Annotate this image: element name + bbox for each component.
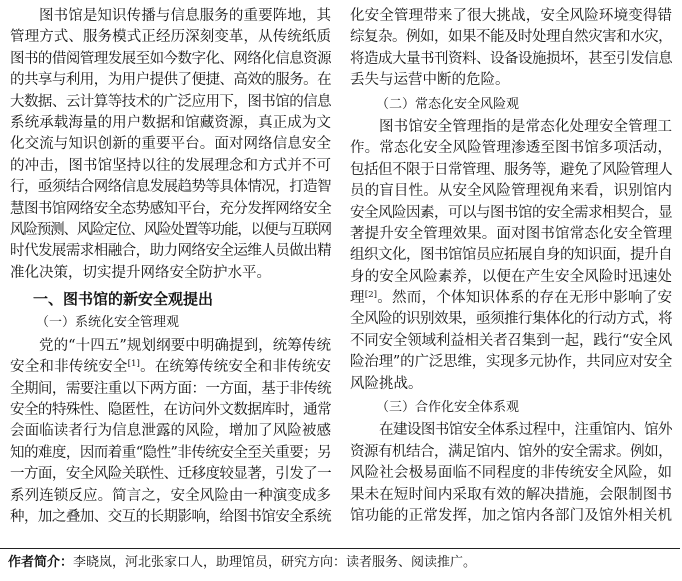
subsection-1-line: 党的“十四五”规划纲要中明确提到，统筹传统 bbox=[39, 337, 331, 354]
intro-line: 系统承载海量的用户数据和馆藏资源，真正成为文 bbox=[10, 114, 331, 131]
subsection-1-continued bbox=[350, 6, 672, 92]
intro-line: 行，亟须结合网络信息发展趋势等具体情况，打造智 bbox=[10, 179, 331, 196]
subsection-3-line: 馆功能的正常发挥，加之馆内各部门及馆外相关机 bbox=[350, 507, 672, 524]
subsection-2-line: 组织文化，图书馆馆员应拓展自身的知识面，提升自 bbox=[350, 247, 672, 264]
subsection-1-line: 丢失与运营中断的危险。 bbox=[350, 72, 510, 89]
intro-line: 时代发展需求相融合，助力网络安全运维人员做出精 bbox=[10, 243, 331, 260]
intro-line: 的共享与利用，为用户提供了便捷、高效的服务。在 bbox=[10, 72, 331, 89]
intro-line: 风险预测、风险定位、风险处置等功能，以便与互联网 bbox=[10, 221, 331, 238]
intro-line: 的冲击，图书馆坚持以往的发展理念和方式并不可 bbox=[10, 157, 331, 174]
text-segment: 。在统筹传统安全和非传统安 bbox=[139, 359, 332, 376]
author-note bbox=[8, 554, 668, 572]
intro-line: 化交流与知识创新的重要平台。面对网络信息安全 bbox=[10, 136, 331, 153]
author-note-text: 李晓岚，河北张家口人，助理馆员，研究方向：读者服务、阅读推广。 bbox=[73, 555, 477, 570]
subsection-3-line: 风险社会极易面临不同程度的非传统安全风险，如 bbox=[350, 465, 672, 482]
text-segment: 。然而，个体知识体系的存在无形中影响了安 bbox=[377, 290, 673, 307]
subsection-1-line: 化安全管理带来了很大挑战，安全风险环境变得错 bbox=[350, 8, 672, 24]
subsection-heading: （二）常态化安全风险观 bbox=[376, 96, 520, 112]
subsection-1-line: 全期间，需要注重以下两方面：一方面，基于非传统 bbox=[10, 380, 331, 397]
subsection-2-line: 著提升安全管理效果。面对图书馆常态化安全管理 bbox=[350, 225, 672, 242]
right-column bbox=[350, 6, 672, 527]
subsection-3-line: 资源有机结合，满足馆内、馆外的安全需求。例如， bbox=[350, 443, 672, 460]
subsection-2-line: 不同安全领域利益相关者召集到一起，践行“安全风 bbox=[350, 332, 672, 349]
subsection-3 bbox=[350, 397, 672, 527]
intro-line: 管理方式、服务模式正经历深刻变革，从传统纸质 bbox=[10, 29, 331, 46]
subsection-1-line: 安全的特殊性、隐匿性，在访问外文数据库时，通常 bbox=[10, 402, 331, 419]
left-column bbox=[10, 6, 331, 528]
intro-line: 图书的借阅管理发展至如今数字化、网络化信息资源 bbox=[10, 50, 331, 67]
subsection-1 bbox=[10, 312, 331, 528]
intro-paragraph bbox=[10, 6, 331, 284]
subsection-1-line: 将造成大量书刊资料、设备设施损坏，甚至引发信息 bbox=[350, 50, 672, 67]
subsection-2-line: 图书馆安全管理指的是常态化处理安全管理工 bbox=[379, 118, 672, 135]
subsection-2-line bbox=[350, 288, 672, 309]
author-note-label: 作者简介： bbox=[8, 555, 74, 570]
text-segment: 安全和非传统安全 bbox=[10, 359, 128, 376]
citation-marker: [1] bbox=[127, 359, 140, 370]
subsection-heading: （三）合作化安全体系观 bbox=[376, 400, 520, 416]
section-heading: 一、图书馆的新安全观提出 bbox=[33, 290, 214, 309]
subsection-1-line: 一方面，安全风险关联性、迁移度较显著，引发了一 bbox=[10, 466, 331, 483]
subsection-1-line: 会面临读者行为信息泄露的风险，增加了风险被感 bbox=[10, 423, 331, 440]
subsection-2-line: 作。常态化安全风险管理渗透至图书馆多项活动， bbox=[350, 140, 672, 157]
subsection-1-line: 系列连锁反应。简言之，安全风险由一种演变成多 bbox=[10, 487, 331, 504]
subsection-heading: （一）系统化安全管理观 bbox=[36, 315, 180, 331]
subsection-3-line: 在建设图书馆安全体系过程中，注重馆内、馆外 bbox=[379, 422, 672, 439]
subsection-1-line bbox=[10, 357, 331, 378]
subsection-2-line: 包括但不限于日常管理、服务等，避免了风险管理人 bbox=[350, 161, 672, 178]
intro-line: 准化决策，切实提升网络安全防护水平。 bbox=[10, 264, 271, 281]
subsection-2-line: 员的盲目性。从安全风险管理视角来看，识别馆内 bbox=[350, 183, 672, 200]
footnote-divider bbox=[0, 548, 680, 549]
citation-marker: [2] bbox=[364, 289, 378, 300]
subsection-2-line: 风险挑战。 bbox=[350, 375, 423, 392]
subsection-2-line: 身的安全风险素养，以便在产生安全风险时迅速处 bbox=[350, 268, 672, 285]
subsection-2-line: 险治理”的广泛思维，实现多元协作，共同应对安全 bbox=[350, 354, 672, 371]
subsection-3-line: 果未在短时间内采取有效的解决措施，会限制图书 bbox=[350, 486, 672, 503]
text-segment: 理 bbox=[350, 290, 365, 307]
subsection-1-line: 种，加之叠加、交互的长期影响，给图书馆安全系统 bbox=[10, 508, 331, 525]
intro-line: 图书馆是知识传播与信息服务的重要阵地，其 bbox=[39, 8, 331, 24]
subsection-1-line: 综复杂。例如，如果不能及时处理自然灾害和水灾， bbox=[350, 29, 672, 46]
intro-line: 大数据、云计算等技术的广泛应用下，图书馆的信息 bbox=[10, 93, 331, 110]
intro-line: 慧图书馆网络安全态势感知平台，充分发挥网络安全 bbox=[10, 200, 331, 217]
subsection-1-line: 知的难度，因而着重“隐性”非传统安全至关重要；另 bbox=[10, 444, 331, 461]
subsection-2-line: 全风险的识别效果，亟须推行集体化的行动方式，将 bbox=[350, 311, 672, 328]
subsection-2-line: 安全风险因素，可以与图书馆的安全需求相契合，显 bbox=[350, 204, 672, 221]
subsection-2 bbox=[350, 94, 672, 395]
